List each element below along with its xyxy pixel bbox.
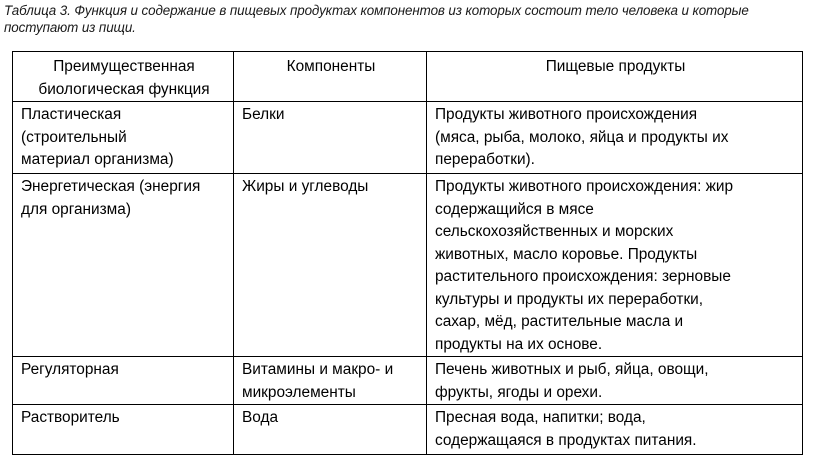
- cell-text: сельскохозяйственных и морских: [435, 223, 674, 240]
- header-text: биологическая функция: [38, 80, 210, 98]
- cell-text: животных, масло коровье. Продукты: [435, 245, 698, 263]
- cell-text: Пресная вода, напитки; вода,: [435, 409, 646, 426]
- cell-function: [13, 405, 234, 455]
- cell-components: [234, 102, 427, 174]
- cell-text: сахар, мёд, растительные масла и: [435, 313, 684, 330]
- cell-text: (строительный: [21, 128, 127, 146]
- cell-text: фрукты, ягоды и орехи.: [435, 383, 603, 401]
- cell-text: Пластическая: [21, 106, 122, 123]
- cell-text: Растворитель: [21, 409, 120, 426]
- cell-products: [427, 102, 803, 174]
- cell-function: [13, 174, 234, 357]
- cell-text: материал организма): [21, 151, 174, 168]
- table-header-row: [13, 52, 803, 102]
- table-caption: [4, 2, 810, 36]
- caption-line: поступают из пищи.: [4, 20, 136, 35]
- cell-text: Витамины и макро- и: [242, 361, 394, 378]
- cell-text: Продукты животного происхождения: жир: [435, 178, 734, 195]
- cell-text: Энергетическая (энергия: [21, 178, 201, 195]
- table-row: [13, 405, 803, 455]
- cell-text: Вода: [242, 409, 279, 426]
- table-row: [13, 357, 803, 405]
- header-products: [427, 52, 803, 102]
- caption-line: Таблица 3. Функция и содержание в пищевых продуктах компонентов из которых состоит тело человека и которые: [4, 3, 749, 18]
- cell-text: растительного происхождения: зерновые: [435, 268, 731, 285]
- cell-text: Жиры и углеводы: [242, 178, 369, 195]
- cell-text: Белки: [242, 106, 285, 123]
- header-text: Пищевые продукты: [545, 58, 686, 75]
- cell-function: [13, 357, 234, 405]
- cell-text: переработки).: [435, 151, 535, 168]
- cell-components: [234, 174, 427, 357]
- cell-text: (мяса, рыба, молоко, яйца и продукты их: [435, 128, 729, 146]
- cell-text: микроэлементы: [242, 383, 356, 401]
- header-function: [13, 52, 234, 102]
- cell-components: [234, 405, 427, 455]
- cell-text: Печень животных и рыб, яйца, овощи,: [435, 361, 709, 378]
- table-row: [13, 102, 803, 174]
- cell-text: продукты на их основе.: [435, 335, 603, 353]
- cell-text: содержащаяся в продуктах питания.: [435, 431, 697, 449]
- header-text: Компоненты: [286, 58, 376, 75]
- components-table: [12, 51, 803, 455]
- cell-text: для организма): [21, 200, 131, 218]
- cell-products: [427, 405, 803, 455]
- header-components: [234, 52, 427, 102]
- cell-components: [234, 357, 427, 405]
- cell-text: Регуляторная: [21, 361, 119, 378]
- table-row: [13, 174, 803, 357]
- cell-products: [427, 174, 803, 357]
- header-text: Преимущественная: [53, 58, 195, 75]
- cell-text: содержащийся в мясе: [435, 200, 594, 218]
- cell-text: культуры и продукты их переработки,: [435, 290, 704, 308]
- cell-function: [13, 102, 234, 174]
- cell-products: [427, 357, 803, 405]
- cell-text: Продукты животного происхождения: [435, 106, 698, 123]
